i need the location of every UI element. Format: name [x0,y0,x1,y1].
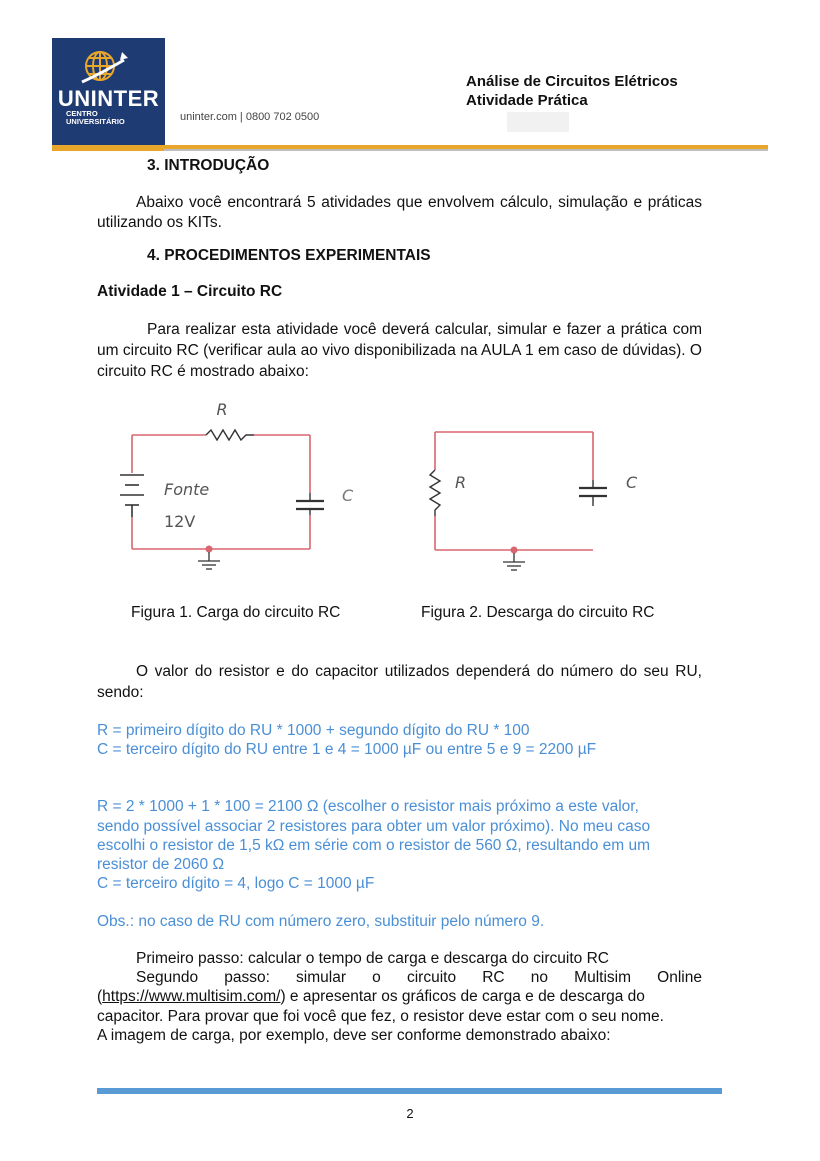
fig1-label-source: Fonte [164,480,210,499]
step-2-line-4: A imagem de carga, por exemplo, deve ser conforme demonstrado abaixo: [97,1027,611,1044]
fig1-label-r: R [216,400,228,419]
brand-sub-1: CENTRO [66,109,98,118]
step-1: Primeiro passo: calcular o tempo de carga e descarga do circuito RC [136,950,609,967]
value-paragraph: O valor do resistor e do capacitor utilizados dependerá do número do seu RU, sendo: [97,663,702,701]
activity-heading: Atividade 1 – Circuito RC [97,283,283,300]
header-placeholder [507,112,569,132]
multisim-link[interactable]: https://www.multisim.com/ [102,988,281,1005]
brand-name: UNINTER [57,86,160,111]
answer-r-line-1: R = 2 * 1000 + 1 * 100 = 2100 Ω (escolher o resistor mais próximo a este valor, [97,798,639,815]
fig2-label-c: C [626,473,638,492]
battery-symbol [120,475,144,517]
answer-r-line-3: escolhi o resistor de 1,5 kΩ em série com o resistor de 560 Ω, resultando em um [97,837,650,854]
title-line-1: Análise de Circuitos Elétricos [466,73,678,90]
resistor-symbol [206,430,254,440]
step-2-line-2: (https://www.multisim.com/) e apresentar os gráficos de carga e de descarga do [97,988,645,1005]
figure-2-caption: Figura 2. Descarga do circuito RC [421,604,655,621]
fig1-label-c: C [342,486,354,505]
answer-r-line-2: sendo possível associar 2 resistores para obter um valor próximo). No meu caso [97,818,651,835]
brand-sub-2: UNIVERSITÁRIO [66,117,125,126]
figure-1-caption: Figura 1. Carga do circuito RC [131,604,341,621]
step-2-rest: ) e apresentar os gráficos de carga e de descarga do [280,988,645,1005]
title-line-2: Atividade Prática [466,92,588,109]
activity-paragraph: Para realizar esta atividade você deverá calcular, simular e fazer a prática com um circuito RC (verificar aula ao vivo disponibilizada na AULA 1 em caso de dúvidas). O circuito RC é mostrado abaixo: [97,321,702,380]
ground-symbol [198,552,220,569]
figure-1-charge-circuit [110,395,370,580]
document-title [466,72,678,110]
answer-c: C = terceiro dígito = 4, logo C = 1000 µF [97,875,375,892]
step-2-line-3: capacitor. Para provar que foi você que fez, o resistor deve estar com o seu nome. [97,1008,664,1025]
resistor-symbol [430,470,440,516]
intro-heading: 3. INTRODUÇÃO [147,157,270,174]
contact-info: uninter.com | 0800 702 0500 [180,111,320,123]
figure-2-discharge-circuit [415,420,665,585]
page-number: 2 [406,1106,414,1121]
header-divider-shadow [164,149,768,151]
footer-divider [97,1088,722,1094]
intro-paragraph: Abaixo você encontrará 5 atividades que envolvem cálculo, simulação e práticas utilizando os KITs. [97,194,702,231]
step-2-lead: Segundo passo: simular o circuito RC no Multisim Online [136,969,702,986]
ground-symbol [503,553,525,570]
capacitor-symbol [579,480,607,506]
formula-r: R = primeiro dígito do RU * 1000 + segundo dígito do RU * 100 [97,722,530,739]
capacitor-symbol [296,493,324,515]
formula-c: C = terceiro dígito do RU entre 1 e 4 = 1000 µF ou entre 5 e 9 = 2200 µF [97,741,597,758]
fig1-label-voltage: 12V [164,512,196,531]
procedures-heading: 4. PROCEDIMENTOS EXPERIMENTAIS [147,247,431,264]
answer-r-line-4: resistor de 2060 Ω [97,856,225,873]
uninter-logo [52,38,165,146]
observation-note: Obs.: no caso de RU com número zero, substituir pelo número 9. [97,913,545,930]
fig2-label-r: R [455,473,467,492]
